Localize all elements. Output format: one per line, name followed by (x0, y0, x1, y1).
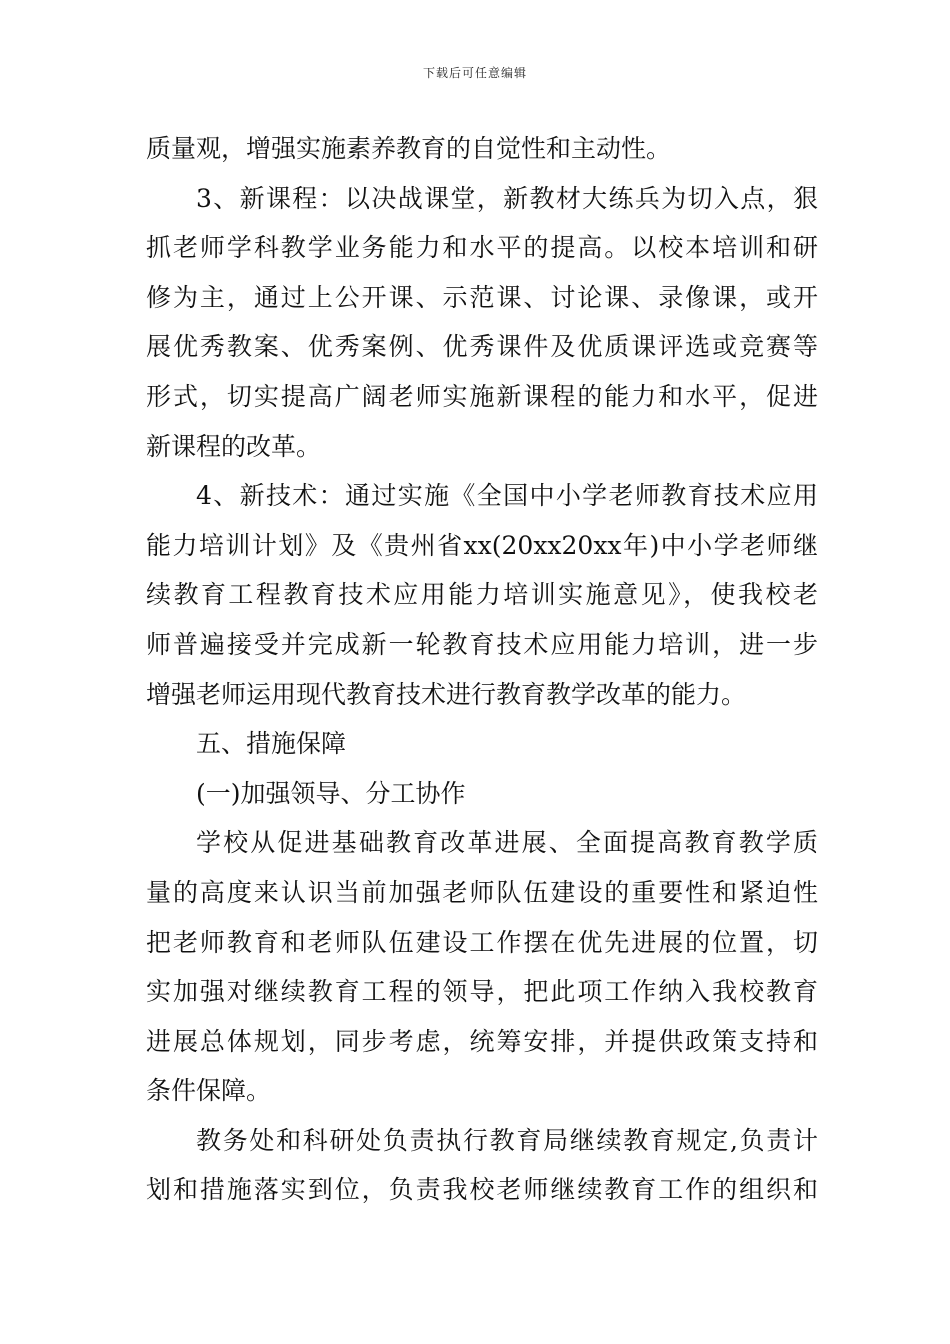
subsection-heading: (一)加强领导、分工协作 (196, 778, 466, 808)
document-body (146, 124, 818, 1215)
text-line: 学校从促进基础教育改革进展、全面提高教育教学质 (196, 828, 818, 858)
text-line: 4、新技术：通过实施《全国中小学老师教育技术应用 (196, 481, 818, 511)
text-line: 实加强对继续教育工程的领导，把此项工作纳入我校教育 (146, 977, 818, 1007)
text-line: 展优秀教案、优秀案例、优秀课件及优质课评选或竞赛等 (146, 332, 818, 362)
section-heading: 五、措施保障 (196, 729, 347, 759)
text-line: 续教育工程教育技术应用能力培训实施意见》，使我校老 (146, 580, 818, 610)
text-line: 把老师教育和老师队伍建设工作摆在优先进展的位置，切 (146, 927, 818, 957)
text-line: 划和措施落实到位，负责我校老师继续教育工作的组织和 (146, 1175, 818, 1205)
text-line: 质量观，增强实施素养教育的自觉性和主动性。 (146, 134, 672, 163)
text-line: 增强老师运用现代教育技术进行教育教学改革的能力。 (146, 679, 747, 709)
text-line: 教务处和科研处负责执行教育局继续教育规定,负责计 (196, 1125, 818, 1155)
text-line: 新课程的改革。 (146, 431, 322, 461)
text-line: 条件保障。 (146, 1076, 272, 1106)
text-line: 量的高度来认识当前加强老师队伍建设的重要性和紧迫性 (146, 877, 818, 907)
page-header: 下载后可任意编辑 (422, 66, 527, 80)
text-line: 形式，切实提高广阔老师实施新课程的能力和水平，促进 (146, 381, 818, 411)
text-line: 能力培训计划》及《贵州省xx(20xx20xx年)中小学老师继 (146, 530, 818, 560)
text-line: 修为主，通过上公开课、示范课、讨论课、录像课，或开 (146, 282, 818, 312)
text-line: 进展总体规划，同步考虑，统筹安排，并提供政策支持和 (146, 1026, 818, 1056)
text-line: 师普遍接受并完成新一轮教育技术应用能力培训，进一步 (146, 629, 818, 659)
text-line: 抓老师学科教学业务能力和水平的提高。以校本培训和研 (146, 233, 818, 263)
text-line: 3、新课程：以决战课堂，新教材大练兵为切入点，狠 (196, 183, 818, 213)
